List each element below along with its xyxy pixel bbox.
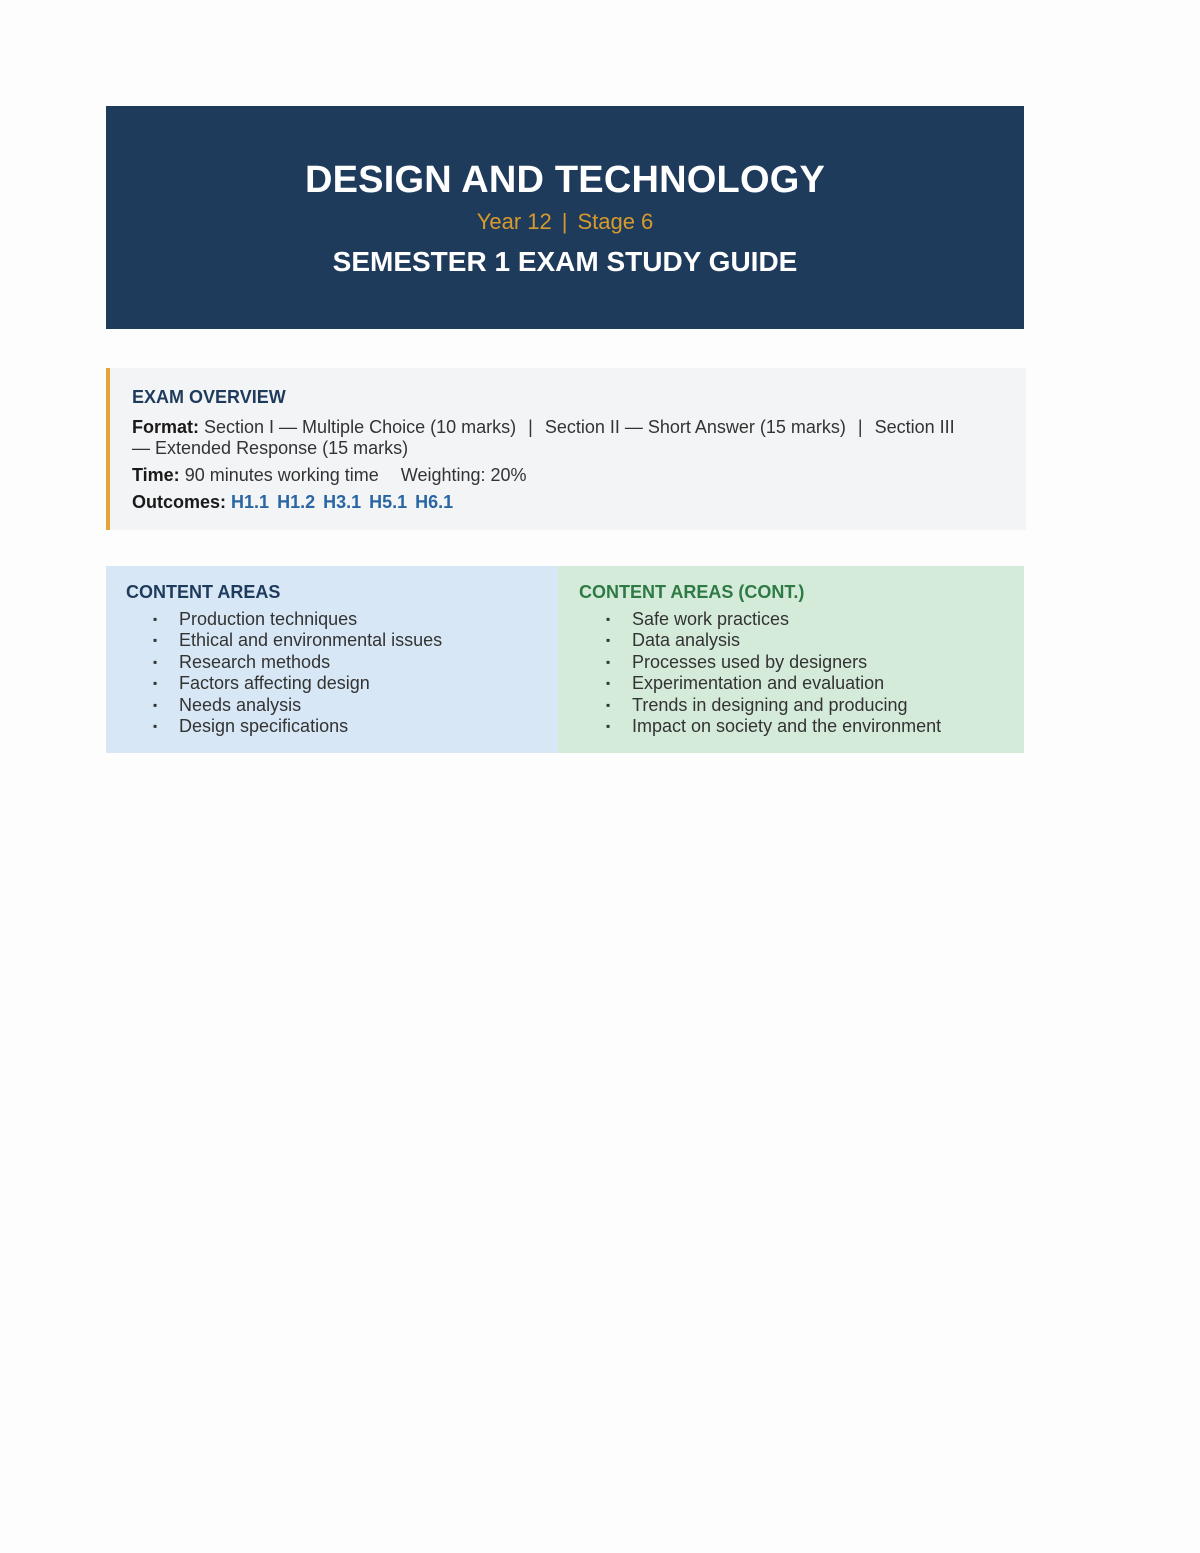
time-label: Time: bbox=[132, 465, 180, 485]
list-item-text: Factors affecting design bbox=[179, 673, 370, 694]
page-title: DESIGN AND TECHNOLOGY bbox=[304, 159, 826, 201]
format-label: Format: bbox=[132, 417, 199, 437]
content-areas-cont-panel bbox=[558, 566, 1024, 753]
time-line bbox=[132, 465, 1004, 486]
list-item bbox=[153, 609, 558, 630]
bullet-icon: ▪ bbox=[606, 697, 611, 712]
exam-overview-heading: EXAM OVERVIEW bbox=[132, 387, 286, 407]
list-item-text: Trends in designing and producing bbox=[632, 694, 908, 715]
content-areas-cont-heading: CONTENT AREAS (CONT.) bbox=[579, 582, 805, 602]
bullet-icon: ▪ bbox=[606, 633, 611, 648]
outcome-code: H6.1 bbox=[415, 492, 454, 512]
header-banner bbox=[106, 106, 1024, 329]
year-stage-line bbox=[106, 208, 1024, 236]
outcome-code: H1.2 bbox=[277, 492, 316, 512]
list-item-text: Processes used by designers bbox=[632, 651, 868, 672]
exam-overview-panel bbox=[106, 368, 1026, 530]
outcome-code: H5.1 bbox=[369, 492, 408, 512]
content-areas-panel bbox=[106, 566, 558, 753]
list-item bbox=[153, 630, 558, 651]
content-areas-list bbox=[126, 609, 558, 737]
format-section-3-start: Section III bbox=[874, 417, 955, 437]
content-areas-cont-list bbox=[579, 609, 1024, 737]
list-item-text: Production techniques bbox=[179, 609, 358, 629]
list-item bbox=[606, 716, 1024, 737]
outcome-code: H3.1 bbox=[323, 492, 362, 512]
list-item-text: Ethical and environmental issues bbox=[179, 630, 443, 651]
time-value: 90 minutes working time bbox=[184, 465, 379, 485]
list-item bbox=[606, 609, 1024, 630]
format-line bbox=[132, 417, 1004, 459]
bullet-icon: ▪ bbox=[153, 633, 158, 648]
content-areas-heading: CONTENT AREAS bbox=[126, 582, 281, 602]
year-stage-separator: | bbox=[561, 209, 568, 234]
bullet-icon: ▪ bbox=[606, 676, 611, 691]
list-item-text: Safe work practices bbox=[632, 609, 790, 629]
bullet-icon: ▪ bbox=[606, 654, 611, 669]
list-item-text: Experimentation and evaluation bbox=[632, 673, 885, 694]
list-item bbox=[606, 630, 1024, 651]
list-item bbox=[153, 716, 558, 737]
format-section-2: Section II — Short Answer (15 marks) bbox=[544, 417, 846, 437]
list-item bbox=[606, 695, 1024, 716]
outcomes-label: Outcomes: bbox=[132, 492, 227, 512]
guide-title: SEMESTER 1 EXAM STUDY GUIDE bbox=[332, 246, 798, 277]
outcomes-line bbox=[132, 492, 1004, 513]
bullet-icon: ▪ bbox=[606, 612, 611, 626]
list-item bbox=[606, 652, 1024, 673]
format-separator-1: | bbox=[528, 417, 533, 437]
list-item-text: Needs analysis bbox=[179, 694, 302, 715]
bullet-icon: ▪ bbox=[153, 719, 158, 734]
list-item bbox=[153, 673, 558, 694]
stage-label: Stage 6 bbox=[577, 209, 654, 234]
list-item-text: Data analysis bbox=[632, 630, 741, 651]
bullet-icon: ▪ bbox=[606, 719, 611, 734]
list-item-text: Design specifications bbox=[179, 716, 349, 737]
outcome-code: H1.1 bbox=[231, 492, 270, 512]
format-section-1: Section I — Multiple Choice (10 marks) bbox=[204, 417, 517, 437]
bullet-icon: ▪ bbox=[153, 612, 158, 626]
list-item bbox=[153, 652, 558, 673]
list-item-text: Impact on society and the environment bbox=[632, 716, 942, 737]
bullet-icon: ▪ bbox=[153, 654, 158, 669]
format-section-3-end: — Extended Response (15 marks) bbox=[132, 438, 409, 458]
bullet-icon: ▪ bbox=[153, 697, 158, 712]
bullet-icon: ▪ bbox=[153, 676, 158, 691]
list-item-text: Research methods bbox=[179, 651, 331, 672]
format-separator-2: | bbox=[857, 417, 863, 437]
list-item bbox=[153, 695, 558, 716]
weighting-value: Weighting: 20% bbox=[400, 465, 527, 485]
year-label: Year 12 bbox=[476, 209, 552, 234]
list-item bbox=[606, 673, 1024, 694]
